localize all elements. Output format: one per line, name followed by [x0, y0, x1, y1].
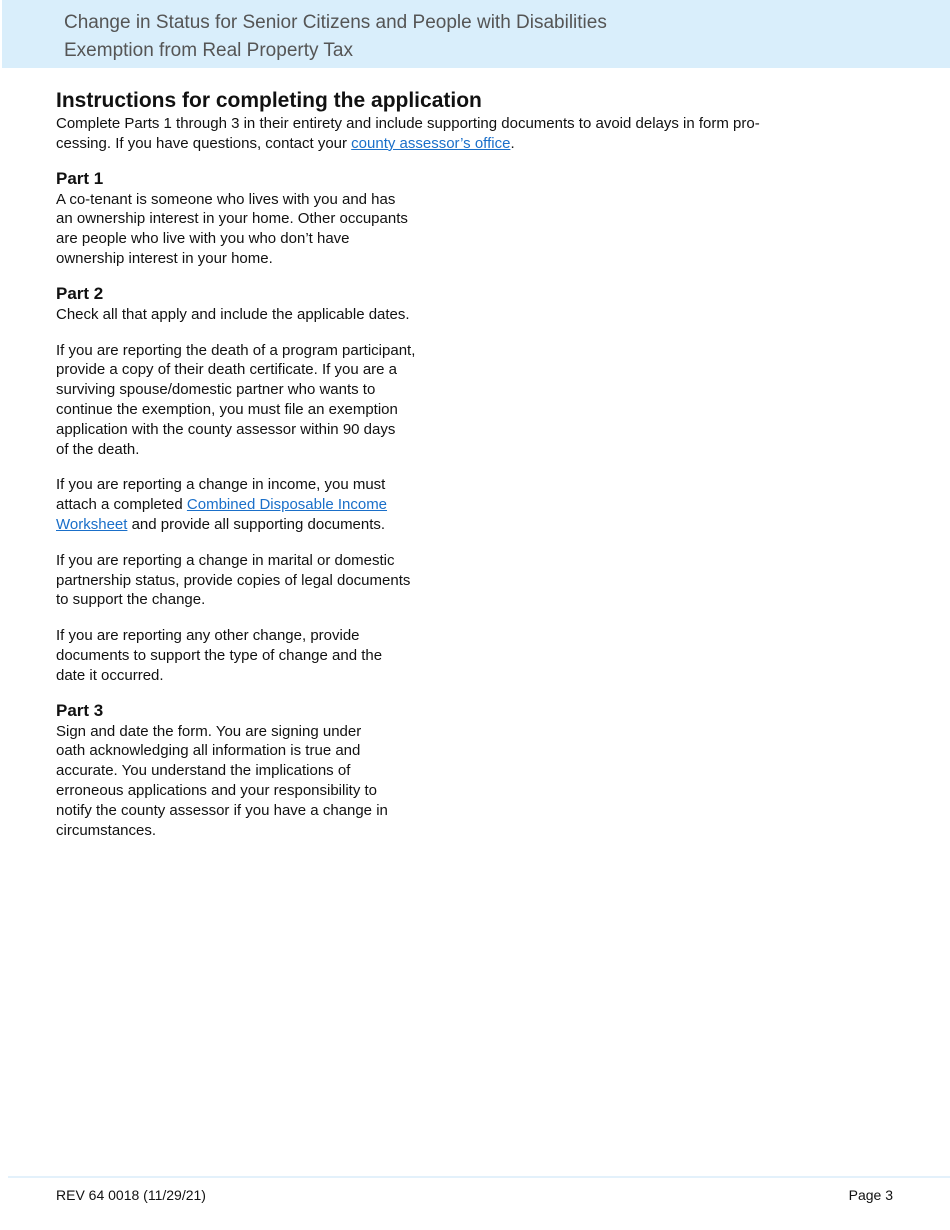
text-segment: Check all that apply and include the applicable dates.	[56, 305, 410, 323]
text-line	[56, 626, 916, 646]
text-line	[56, 249, 916, 269]
text-line	[56, 190, 916, 210]
text-segment: an ownership interest in your home. Other occupants	[56, 210, 408, 228]
text-line	[56, 420, 916, 440]
text-segment: notify the county assessor if you have a change in	[56, 801, 388, 819]
text-line	[56, 360, 916, 380]
text-line	[56, 495, 916, 515]
paragraph	[56, 722, 916, 841]
text-line	[56, 590, 916, 610]
text-segment: A co-tenant is someone who lives with you and has	[56, 190, 396, 208]
text-segment: cessing. If you have questions, contact your	[56, 134, 352, 152]
text-segment: to support the change.	[56, 591, 206, 609]
text-line	[56, 741, 916, 761]
text-line	[56, 666, 916, 686]
section-heading: Part 3	[56, 700, 104, 720]
form-revision-id: REV 64 0018 (11/29/21)	[56, 1187, 206, 1203]
text-line	[56, 209, 916, 229]
paragraph	[56, 626, 916, 685]
text-line	[56, 801, 916, 821]
text-segment: date it occurred.	[56, 666, 164, 684]
text-line	[56, 380, 916, 400]
text-segment: If you are reporting a change in marital or domestic	[56, 551, 395, 569]
link[interactable]: Worksheet	[56, 515, 128, 533]
text-segment: of the death.	[56, 440, 140, 458]
paragraph	[56, 475, 916, 534]
text-line	[56, 475, 916, 495]
page-heading: Instructions for completing the application	[56, 89, 482, 112]
paragraph	[56, 305, 916, 325]
text-line	[56, 571, 916, 591]
text-segment: erroneous applications and your responsibility to	[56, 781, 378, 799]
text-segment: and provide all supporting documents.	[127, 515, 386, 533]
paragraph	[56, 551, 916, 610]
form-title-line-2: Exemption from Real Property Tax	[64, 40, 353, 61]
text-segment: Sign and date the form. You are signing under	[56, 722, 362, 740]
text-segment: application with the county assessor within 90 days	[56, 420, 396, 438]
text-line	[56, 114, 916, 134]
text-line	[56, 341, 916, 361]
paragraph	[56, 341, 916, 460]
instructions-content	[56, 88, 916, 840]
text-segment: circumstances.	[56, 821, 157, 839]
text-line	[56, 440, 916, 460]
form-title-line-1: Change in Status for Senior Citizens and People with Disabilities	[64, 12, 607, 33]
text-segment: If you are reporting any other change, provide	[56, 627, 360, 645]
header-band	[2, 0, 950, 68]
text-segment: If you are reporting a change in income, you must	[56, 476, 386, 494]
text-line	[56, 646, 916, 666]
text-segment: partnership status, provide copies of legal documents	[56, 571, 411, 589]
text-segment: .	[510, 134, 515, 152]
text-segment: documents to support the type of change and the	[56, 646, 383, 664]
link[interactable]: Combined Disposable Income	[186, 496, 388, 514]
text-segment: If you are reporting the death of a program participant,	[56, 341, 416, 359]
section-part-2	[56, 283, 916, 686]
text-line	[56, 305, 916, 325]
page-number: Page 3	[848, 1187, 893, 1203]
text-segment: continue the exemption, you must file an exemption	[56, 400, 398, 418]
text-line	[56, 515, 916, 535]
text-segment: provide a copy of their death certificate. If you are a	[56, 361, 398, 379]
text-segment: accurate. You understand the implications of	[56, 762, 351, 780]
text-segment: oath acknowledging all information is true and	[56, 742, 361, 760]
footer-divider	[8, 1176, 950, 1178]
text-line	[56, 821, 916, 841]
text-segment: are people who live with you who don’t have	[56, 230, 350, 248]
paragraph	[56, 190, 916, 269]
text-line	[56, 781, 916, 801]
section-heading: Part 1	[56, 168, 104, 188]
link[interactable]: county assessor’s office	[351, 134, 511, 152]
section-heading: Part 2	[56, 283, 104, 303]
text-line	[56, 551, 916, 571]
text-line	[56, 229, 916, 249]
section-part-1	[56, 168, 916, 269]
text-segment: surviving spouse/domestic partner who wants to	[56, 381, 376, 399]
text-line	[56, 400, 916, 420]
text-line	[56, 761, 916, 781]
text-segment: Complete Parts 1 through 3 in their entirety and include supporting documents to avoid delays in form pro-	[56, 115, 760, 132]
text-segment: attach a completed	[56, 496, 187, 514]
text-segment: ownership interest in your home.	[56, 249, 273, 267]
text-line	[56, 722, 916, 742]
section-intro	[56, 114, 916, 154]
paragraph	[56, 114, 916, 154]
text-line	[56, 134, 916, 154]
section-part-3	[56, 700, 916, 841]
